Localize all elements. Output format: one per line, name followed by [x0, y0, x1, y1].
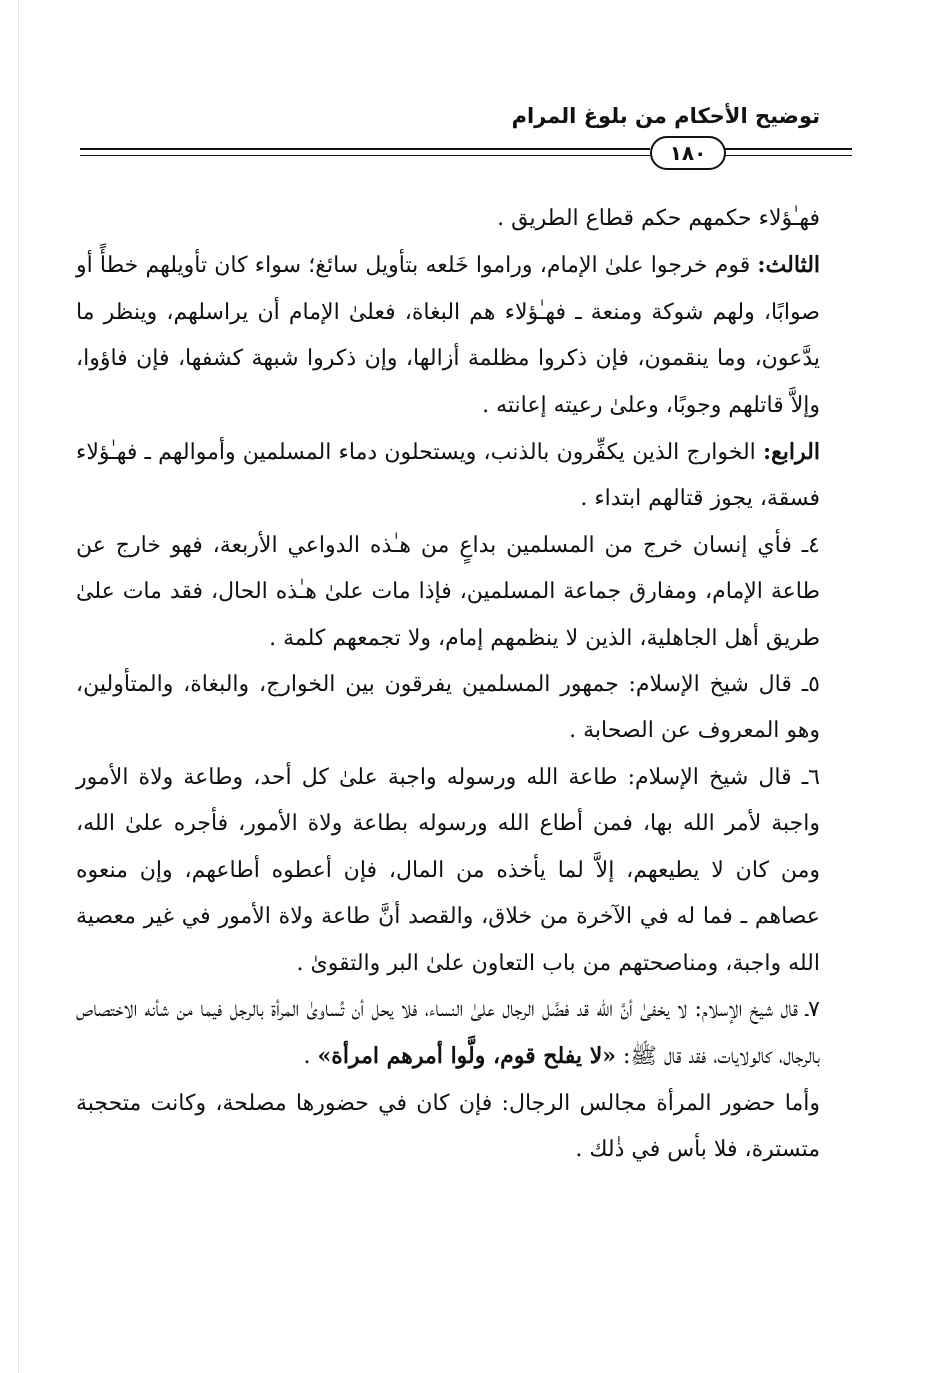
header-rule	[80, 155, 650, 156]
paragraph-text: قال شيخ الإسلام: لا يخفىٰ أنَّ الله قد فضَّل الرجال علىٰ النساء، فلا يحل أن تُساوىٰ المرأة بالرجل فيما من شأنه الاختصاص بالرجال، كالولايات، فقد قال ﷺ:	[76, 996, 820, 1070]
numbered-item	[76, 987, 820, 1081]
item-number: ٤ـ	[801, 532, 820, 558]
scan-edge-line	[18, 0, 19, 1373]
paragraph-text: فأي إنسان خرج من المسلمين بداعٍ من هـٰذه الدواعي الأربعة، فهو خارج عن طاعة الإمام، ومفارق جماعة المسلمين، فإذا مات علىٰ هـٰذه الحال، فقد مات علىٰ طريق أهل الجاهلية، الذين لا ينظمهم إمام، ولا تجمعهم كلمة .	[76, 532, 820, 651]
running-title: توضيح الأحكام من بلوغ المرام	[511, 104, 820, 128]
paragraph-text: قوم خرجوا علىٰ الإمام، وراموا خَلعه بتأويل سائغ؛ سواء كان تأويلهم خطأً أو صوابًا، ولهم شوكة ومنعة ـ فهـٰؤلاء هم البغاة، فعلىٰ الإمام أن يراسلهم، وينظر ما يدَّعون، وما ينقمون، فإن ذكروا مظلمة أزالها، وإن ذكروا شبهة كشفها، فإن فاؤوا، وإلاَّ قاتلهم وجوبًا، وعلىٰ رعيته إعانته .	[76, 253, 820, 418]
numbered-item	[76, 662, 820, 755]
body-text	[76, 196, 820, 1174]
hadith-quote: «لا يفلح قوم، ولَّوا أمرهم امرأة»	[317, 1043, 616, 1070]
paragraph-lead: الثالث:	[757, 252, 821, 279]
paragraph	[76, 196, 820, 242]
paragraph-tail: .	[303, 1044, 318, 1070]
paragraph-text: وأما حضور المرأة مجالس الرجال: فإن كان في حضورها مصلحة، وكانت متحجبة متسترة، فلا بأس في ذٰلك .	[76, 1090, 820, 1163]
item-number: ٦ـ	[801, 764, 820, 790]
numbered-item	[76, 755, 820, 987]
header-rule	[80, 148, 650, 150]
paragraph	[76, 1081, 820, 1174]
paragraph-lead: الرابع:	[762, 439, 820, 466]
paragraph-text: الخوارج الذين يكفِّرون بالذنب، ويستحلون دماء المسلمين وأموالهم ـ فهـٰؤلاء فسقة، يجوز قتالهم ابتداء .	[76, 440, 820, 512]
item-number: ٥ـ	[801, 672, 820, 698]
numbered-item	[76, 523, 820, 662]
paragraph-text: قال شيخ الإسلام: جمهور المسلمين يفرقون بين الخوارج، والبغاة، والمتأولين، وهو المعروف عن الصحابة .	[76, 672, 820, 744]
header-rule	[722, 155, 852, 156]
paragraph-text: فهـٰؤلاء حكمهم حكم قطاع الطريق .	[497, 206, 820, 231]
item-number: ٧ـ	[805, 996, 820, 1022]
paragraph	[76, 429, 820, 523]
paragraph	[76, 242, 820, 429]
paragraph-text: قال شيخ الإسلام: طاعة الله ورسوله واجبة علىٰ كل أحد، وطاعة ولاة الأمور واجبة لأمر الله بها، فمن أطاع الله ورسوله بطاعة ولاة الأمور، فأجره علىٰ الله، ومن كان لا يطيعهم، إلاَّ لما يأخذه من المال، فإن أعطوه أطاعهم، وإن منعوه عصاهم ـ فما له في الآخرة من خلاق، والقصد أنَّ طاعة ولاة الأمور في غير معصية الله واجبة، ومناصحتهم من باب التعاون علىٰ البر والتقوىٰ .	[76, 764, 820, 976]
header-rule	[722, 148, 852, 150]
page-number: ١٨٠	[650, 136, 726, 170]
